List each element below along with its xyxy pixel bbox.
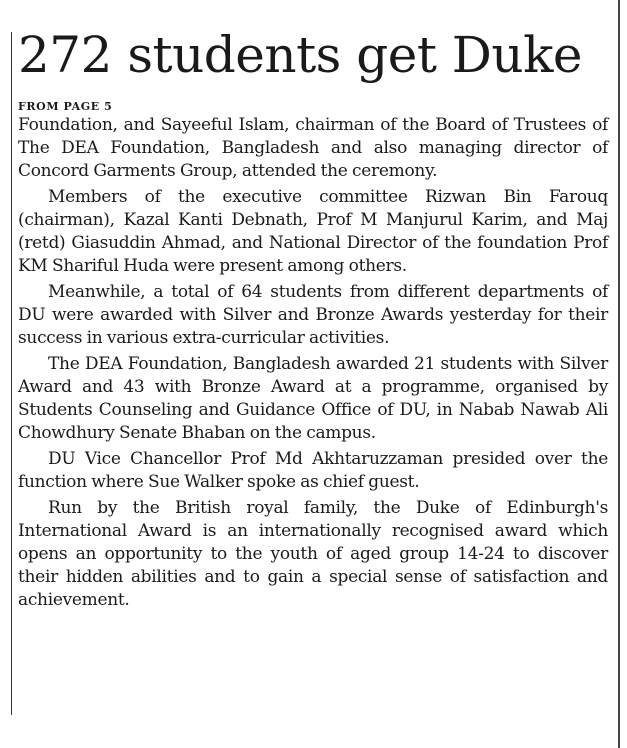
article-paragraph: Meanwhile, a total of 64 students from different departments of DU were awarded with Silver and Bronze Awards yesterday for their success in various extra-curricular activities. — [18, 282, 608, 348]
article-paragraph: DU Vice Chancellor Prof Md Akhtaruzzaman presided over the function where Sue Walker spoke as chief guest. — [18, 449, 608, 492]
article-paragraph: Members of the executive committee Rizwan Bin Farouq (chairman), Kazal Kanti Debnath, Prof M Manjurul Karim, and Maj (retd) Giasuddin Ahmad, and National Director of the foundation Prof KM Shariful Huda were present among others. — [18, 187, 608, 276]
article-headline: 272 students get Duke — [18, 26, 582, 84]
article-paragraph: Run by the British royal family, the Duke of Edinburgh's International Award is an internationally recognised award which opens an opportunity to the youth of aged group 14-24 to discover their hidden abilities and to gain a special sense of satisfaction and achievement. — [18, 498, 608, 610]
article-paragraph: Foundation, and Sayeeful Islam, chairman of the Board of Trustees of The DEA Foundation, Bangladesh and also managing director of Concord Garments Group, attended the ceremony. — [18, 115, 608, 181]
column-rule-left — [11, 32, 12, 715]
continuation-kicker: FROM PAGE 5 — [18, 100, 113, 113]
article-paragraph: The DEA Foundation, Bangladesh awarded 21 students with Silver Award and 43 with Bronze Award at a programme, organised by Students Counseling and Guidance Office of DU, in Nabab Nawab Ali Chowdhury Senate Bhaban on the campus. — [18, 354, 608, 443]
column-rule-right — [618, 0, 620, 748]
article-body — [18, 114, 608, 612]
